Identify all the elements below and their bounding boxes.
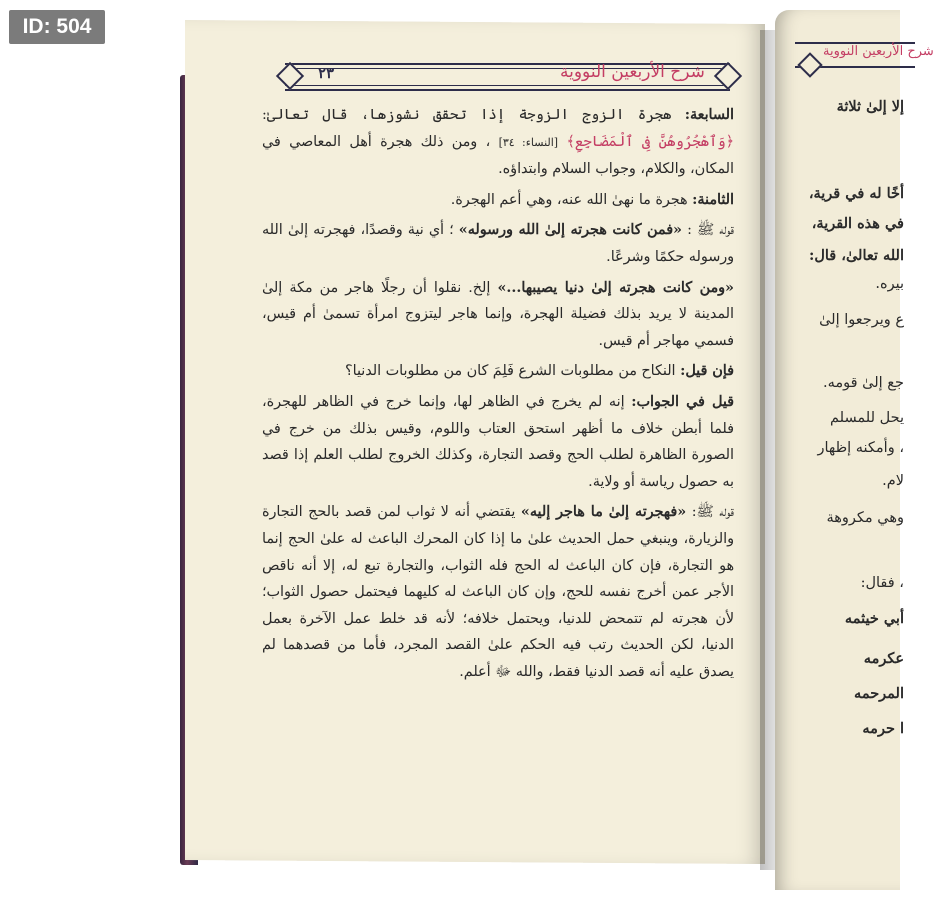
right-page	[775, 10, 934, 890]
hadith-quote: «فمن كانت هجرته إلىٰ الله ورسوله»	[458, 222, 682, 239]
right-page-line: ع ويرجعوا إلىٰ	[819, 312, 904, 328]
paragraph-text: هجرة ما نهىٰ الله عنه، وهي أعم الهجرة.	[450, 191, 688, 208]
paragraph-lead: قيل في الجواب:	[631, 393, 734, 410]
paragraph-lead: الثامنة:	[692, 191, 734, 208]
paragraph-seventh	[262, 102, 734, 183]
quran-verse: ﴿وَٱهْجُرُوهُنَّ فِى ٱلْمَضَاجِعِ﴾	[566, 133, 734, 150]
hadith-quote: «فهجرته إلىٰ ما هاجر إليه»	[520, 504, 687, 521]
paragraph-eighth	[262, 187, 734, 214]
paragraph-tail: ، ومن ذلك هجرة أهل المعاصي في المكان، والكلام، وجواب السلام وابتداؤه.	[262, 133, 734, 178]
paragraph-text: إلخ. نقلوا أن رجلًا هاجر من مكة إلىٰ المدينة لا يريد بذلك فضيلة الهجرة، وإنما هاجر ليتزوج امرأة تسمىٰ أم قيس، فسمي مهاجر أم قيس.	[262, 279, 734, 349]
paragraph-text: هجرة الزوج الزوجة إذا تحقق نشوزها، قال تعالىٰ:	[262, 107, 672, 123]
running-title: شرح الأربعين النووية	[560, 62, 705, 82]
right-page-line: الله تعالىٰ، قال:	[809, 247, 904, 264]
right-page-line: أخًا له في قرية،	[808, 185, 904, 202]
image-id-badge: ID: 504	[9, 10, 105, 44]
paragraph-text: يقتضي أنه لا ثواب لمن قصد بالحج التجارة والزيارة، وينبغي حمل الحديث علىٰ ما إذا كان المحرك الباعث له علىٰ الحج إنما هو التجارة، فإن كان الباعث له الحج فله الثواب، والتجارة تبع له، إلا أنه ناقص الأجر عمن أخرج نفسه للحج، وإن كان الباعث له كليهما فيحتمل حصول الثواب؛ لأن هجرته لم تتمحض للدنيا، ويحتمل خلافه؛ لأنه قد خلط عمل الآخرة بعمل الدنيا، لكن الحديث رتب فيه الحكم علىٰ القصد المجرد، فأما من قصدهما لم يصدق عليه أنه قصد الدنيا فقط، والله ﷻ أعلم.	[262, 504, 734, 680]
page-body-text	[262, 102, 734, 689]
right-page-line: عكرمه	[863, 650, 904, 667]
hadith-quote: «ومن كانت هجرته إلىٰ دنيا يصيبها...»	[497, 279, 734, 296]
right-page-line: يحل للمسلم	[830, 410, 904, 426]
paragraph-hadith-3	[262, 499, 734, 685]
right-page-line: ، وأمكنه إظهار	[817, 440, 904, 456]
right-page-line: وهي مكروهة	[826, 510, 904, 526]
verse-reference: [النساء: ٣٤]	[498, 135, 559, 149]
paragraph-text: ؛ أي نية وقصدًا، فهجرته إلىٰ الله ورسوله حكمًا وشرعًا.	[262, 222, 734, 265]
right-page-line: ، فقال:	[860, 575, 904, 591]
paragraph-answer	[262, 389, 734, 495]
paragraph-lead: السابعة:	[684, 107, 734, 123]
right-page-line: جع إلىٰ قومه.	[822, 375, 904, 391]
right-page-line: بيره.	[875, 276, 904, 292]
paragraph-hadith-2	[262, 275, 734, 355]
paragraph-text: النكاح من مطلوبات الشرع فَلِمَ كان من مطلوبات الدنيا؟	[345, 363, 676, 380]
right-page-line: إلا إلىٰ ثلاثة	[836, 98, 904, 115]
paragraph-text: إنه لم يخرج في الظاهر لها، وإنما خرج في الظاهر للهجرة، فلما أبطن خلاف ما أظهر استحق العتاب واللوم، وقيس بذلك من خرج في الصورة الظاهرة لطلب الحج وقصد التجارة، وكذلك الخروج لطلب العلم إذا قصد به حصول رياسة أو ولاية.	[262, 393, 734, 490]
paragraph-lead: قوله ﷺ:	[691, 504, 735, 521]
right-page-line: المرحمه	[854, 685, 904, 702]
right-page-line: في هذه القرية،	[811, 215, 904, 232]
page-number: ٢٣	[318, 64, 335, 82]
paragraph-question	[262, 358, 734, 385]
paragraph-hadith-1	[262, 217, 734, 270]
right-page-line: لام.	[882, 473, 904, 489]
paragraph-lead: فإن قيل:	[680, 363, 734, 380]
right-running-title: شرح الأربعين النووية	[823, 44, 934, 59]
right-page-line: أبي خيثمه	[844, 610, 904, 627]
right-page-line: ا حرمه	[862, 720, 904, 737]
paragraph-lead: قوله ﷺ :	[687, 222, 735, 239]
